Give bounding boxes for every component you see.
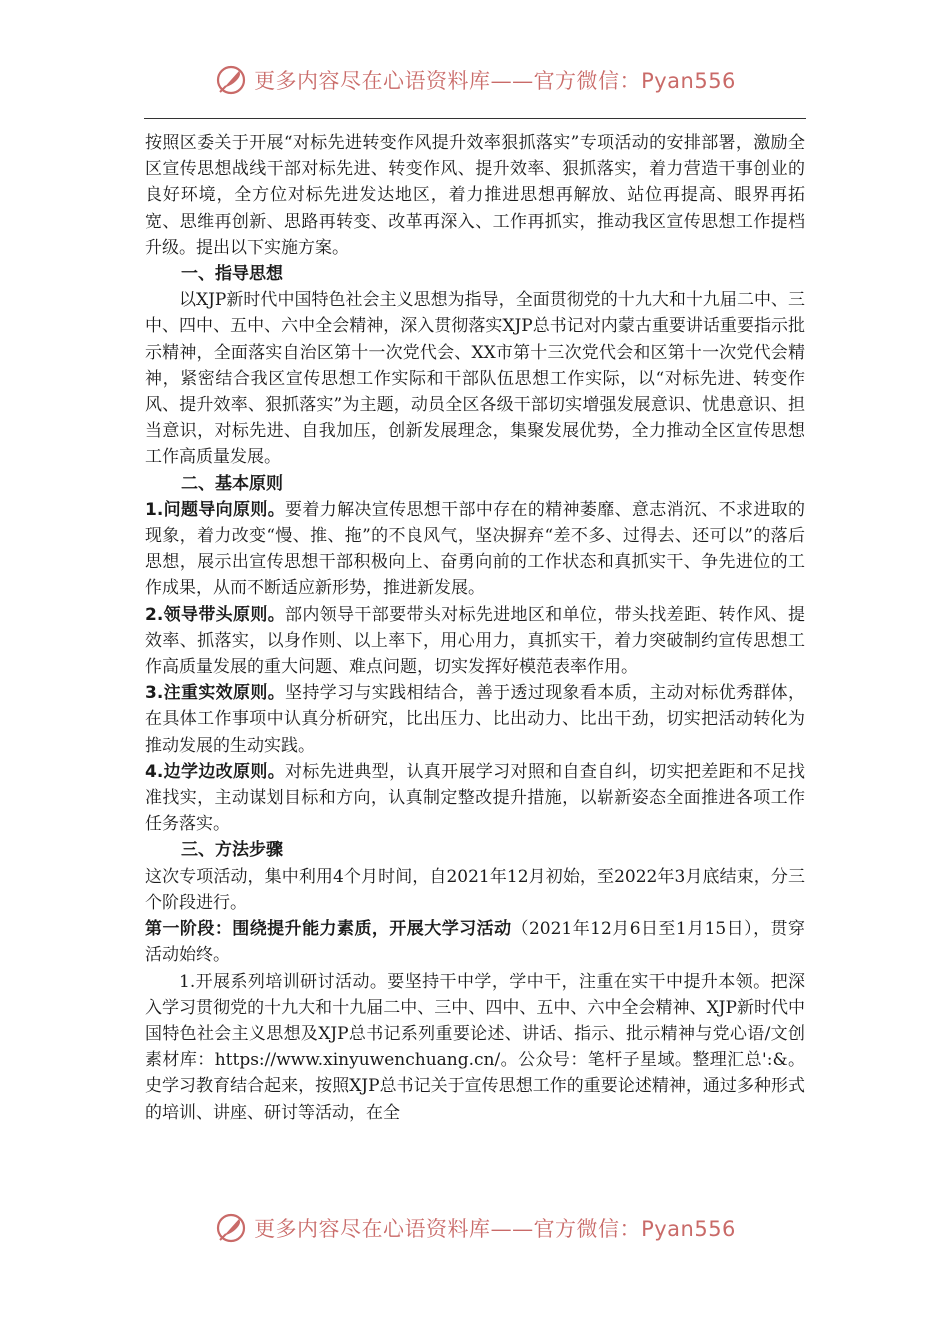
phase-one-rest: （2021年12月6日至1月15日），贯穿活动始终。 bbox=[145, 919, 805, 966]
section-paragraph-methods: 这次专项活动，集中利用4个月时间，自2021年12月初始，至2022年3月底结束，分三个阶段进行。 bbox=[145, 866, 805, 913]
banner-separator: —— bbox=[490, 69, 534, 93]
banner-text bbox=[254, 65, 736, 95]
section-heading-methods: 三、方法步骤 bbox=[181, 840, 283, 861]
header-divider bbox=[144, 118, 806, 119]
principle-item bbox=[145, 759, 805, 838]
section-paragraph-guiding-thought: 以XJP新时代中国特色社会主义思想为指导，全面贯彻党的十九大和十九届二中、三中、四中、五中、六中全会精神，深入贯彻落实XJP总书记对内蒙古重要讲话重要指示批示精神，全面落实自治区第十一次党代会、XX市第十三次党代会和区第十一次党代会精神，紧密结合我区宣传思想工作实际和干部队伍思想工作实际，以“对标先进、转变作风、提升效率、狠抓落实”为主题，动员全区各级干部切实增强发展意识、忧患意识、担当意识，对标先进、自我加压，创新发展理念，集聚发展优势，全力推动全区宣传思想工作高质量发展。 bbox=[145, 290, 805, 468]
principle-body: 坚持学习与实践相结合，善于透过现象看本质，主动对标优秀群体，在具体工作事项中认真分析研究，比出压力、比出动力、比出干劲，切实把活动转化为推动发展的生动实践。 bbox=[145, 683, 806, 756]
principle-body: 对标先进典型，认真开展学习对照和自查自纠，切实把差距和不足找准找实，主动谋划目标和方向，认真制定整改提升措施，以崭新姿态全面推进各项工作任务落实。 bbox=[145, 761, 806, 835]
principle-body: 要着力解决宣传思想干部中存在的精神萎靡、意志消沉、不求进取的现象，着力改变“慢、推、拖”的不良风气，坚决摒弃“差不多、过得去、还可以”的落后思想，展示出宣传思想干部积极向上、奋勇向前的工作状态和真抓实干、争先进位的工作成果，从而不断适应新形势，推进新发展。 bbox=[145, 499, 806, 599]
principle-body: 部内领导干部要带头对标先进地区和单位，带头找差距、转作风、提效率、抓落实，以身作则、以上率下，用心用力，真抓实干，着力突破制约宣传思想工作高质量发展的重大问题、难点问题，切实发挥好模范表率作用。 bbox=[145, 604, 806, 678]
phase-one-paragraph bbox=[145, 916, 805, 968]
banner-wechat-id: Pyan556 bbox=[641, 69, 736, 93]
section-heading-basic-principles: 二、基本原则 bbox=[181, 473, 283, 494]
principle-lead: 1.问题导向原则。 bbox=[145, 499, 286, 520]
principle-lead: 3.注重实效原则。 bbox=[145, 683, 286, 704]
banner-wechat-label: 官方微信： bbox=[533, 69, 642, 93]
header-banner bbox=[0, 56, 950, 104]
footer-banner bbox=[0, 1204, 950, 1252]
banner-wechat-id: Pyan556 bbox=[641, 1217, 736, 1241]
principle-item bbox=[145, 602, 805, 681]
banner-title: 更多内容尽在心语资料库 bbox=[254, 1217, 491, 1241]
banner-text bbox=[254, 1213, 736, 1243]
principle-item bbox=[145, 497, 805, 602]
quill-logo-icon bbox=[214, 1211, 248, 1245]
quill-logo-icon bbox=[214, 63, 248, 97]
principle-item bbox=[145, 680, 805, 759]
principle-lead: 4.边学边改原则。 bbox=[145, 761, 286, 782]
banner-title: 更多内容尽在心语资料库 bbox=[254, 69, 491, 93]
phase-one-lead: 第一阶段：围绕提升能力素质，开展大学习活动 bbox=[145, 919, 512, 940]
banner-wechat-label: 官方微信： bbox=[533, 1217, 642, 1241]
principle-lead: 2.领导带头原则。 bbox=[145, 604, 286, 625]
section-heading-guiding-thought: 一、指导思想 bbox=[181, 264, 283, 285]
intro-paragraph: 按照区委关于开展“对标先进转变作风提升效率狠抓落实”专项活动的安排部署，激励全区宣传思想战线干部对标先进、转变作风、提升效率、狠抓落实，着力营造干事创业的良好环境，全方位对标先进发达地区，着力推进思想再解放、站位再提高、眼界再拓宽、思维再创新、思路再转变、改革再深入、工作再抓实，推动我区宣传思想工作提档升级。提出以下实施方案。 bbox=[145, 133, 805, 258]
document-body bbox=[145, 130, 805, 1126]
item-one-paragraph: 1.开展系列培训研讨活动。要坚持干中学，学中干，注重在实干中提升本领。把深入学习贯彻党的十九大和十九届二中、三中、四中、五中、六中全会精神、XJP新时代中国特色社会主义思想及XJP总书记系列重要论述、讲话、指示、批示精神与党心语/文创素材库：https://www.xinyuwenchuang.cn/。公众号：笔杆子星域。整理汇总':&。史学习教育结合起来，按照XJP总书记关于宣传思想工作的重要论述精神，通过多种形式的培训、讲座、研讨等活动，在全 bbox=[145, 971, 805, 1123]
banner-separator: —— bbox=[490, 1217, 534, 1241]
